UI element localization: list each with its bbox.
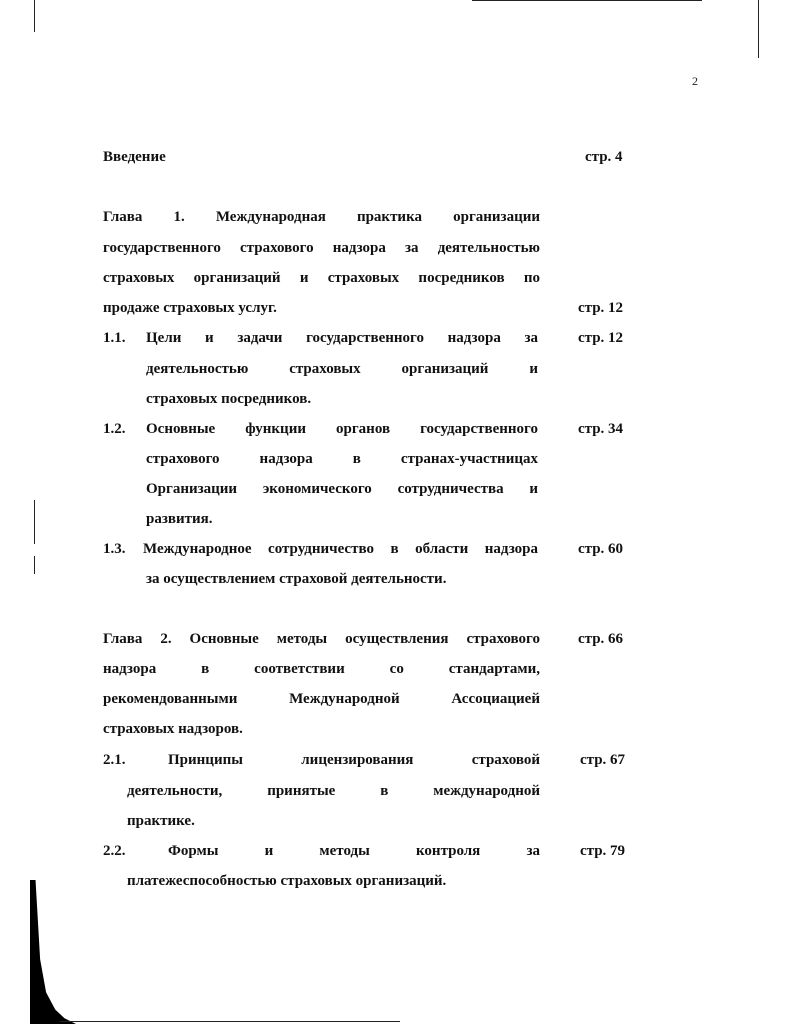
- section-page: стр. 12: [578, 330, 624, 346]
- section-number: 1.3.: [103, 541, 126, 557]
- chapter1-line: государственного страхового надзора за деятельностью: [103, 240, 540, 256]
- scan-edge-bottom: [60, 1021, 400, 1022]
- chapter2-page: стр. 66: [578, 631, 624, 647]
- section-line: Основные функции органов государственного: [146, 421, 538, 437]
- section-number: 2.1.: [103, 752, 126, 768]
- section-page: стр. 79: [580, 843, 626, 859]
- section-line: Цели и задачи государственного надзора за: [146, 330, 538, 346]
- chapter1-page: стр. 12: [578, 300, 624, 316]
- chapter1-line: Глава 1. Международная практика организации: [103, 209, 540, 225]
- section-number: 1.1.: [103, 330, 126, 346]
- section-line: деятельностью страховых организаций и: [146, 361, 538, 377]
- section-line: практике.: [127, 813, 195, 829]
- section-line: Международное сотрудничество в области надзора: [143, 541, 538, 557]
- section-line: страховых посредников.: [146, 391, 312, 407]
- section-page: стр. 60: [578, 541, 624, 557]
- intro-title: Введение: [103, 149, 166, 165]
- scan-edge-left-2: [34, 500, 35, 544]
- section-line: развития.: [146, 511, 213, 527]
- section-number: 2.2.: [103, 843, 126, 859]
- scan-shadow: [30, 880, 76, 1024]
- section-line: страхового надзора в странах-участницах: [146, 451, 538, 467]
- chapter2-line: надзора в соответствии со стандартами,: [103, 661, 540, 677]
- chapter2-line: страховых надзоров.: [103, 721, 243, 737]
- page-number: 2: [692, 74, 698, 88]
- section-number: 1.2.: [103, 421, 126, 437]
- scan-edge-left-3: [34, 556, 35, 574]
- chapter1-line: продаже страховых услуг.: [103, 300, 277, 316]
- section-page: стр. 67: [580, 752, 626, 768]
- intro-page: стр. 4: [585, 149, 623, 165]
- section-line: деятельности, принятые в международной: [127, 783, 540, 799]
- section-line: Формы и методы контроля за: [168, 843, 540, 859]
- section-line: Принципы лицензирования страховой: [168, 752, 540, 768]
- section-line: за осуществлением страховой деятельности.: [146, 571, 447, 587]
- section-page: стр. 34: [578, 421, 624, 437]
- section-line: платежеспособностью страховых организаций.: [127, 873, 447, 889]
- scan-edge-top: [472, 0, 702, 1]
- scan-edge-left-1: [34, 0, 35, 32]
- chapter2-line: рекомендованными Международной Ассоциацией: [103, 691, 540, 707]
- section-line: Организации экономического сотрудничества и: [146, 481, 538, 497]
- chapter1-line: страховых организаций и страховых посредников по: [103, 270, 540, 286]
- scan-edge-right: [758, 0, 759, 58]
- chapter2-line: Глава 2. Основные методы осуществления страхового: [103, 631, 540, 647]
